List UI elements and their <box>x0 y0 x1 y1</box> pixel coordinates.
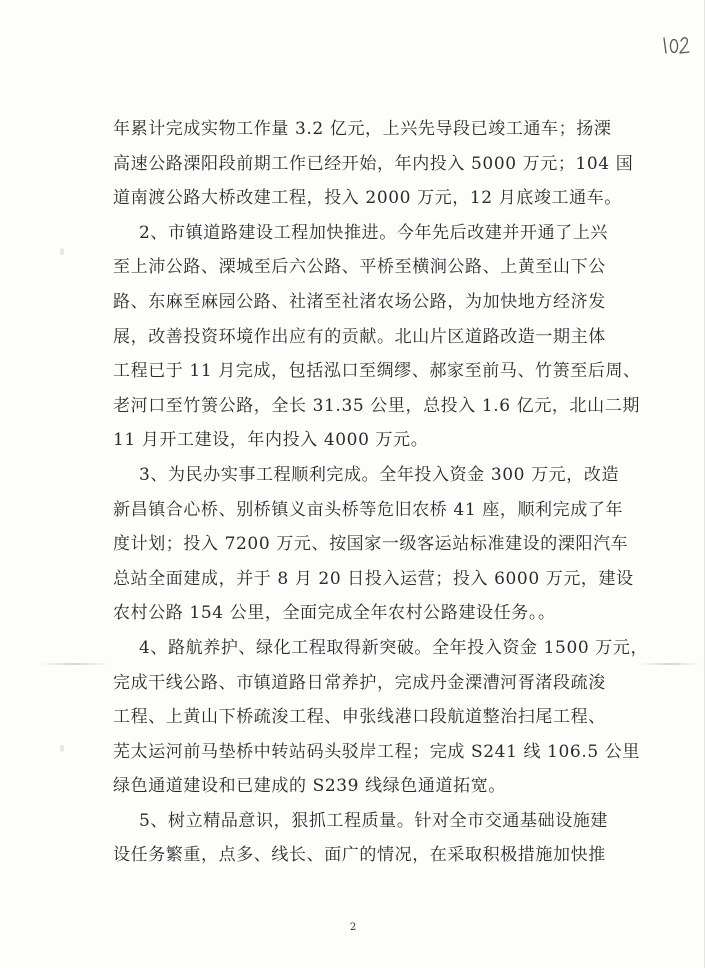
text-line: 11 月开工建设，年内投入 4000 万元。 <box>113 430 429 451</box>
text-line: 新昌镇合心桥、别桥镇义亩头桥等危旧农桥 41 座，顺利完成了年 <box>113 499 624 520</box>
text-line: 高速公路溧阳段前期工作已经开始，年内投入 5000 万元；104 国 <box>113 153 634 174</box>
text-line: 老河口至竹箦公路，全长 31.35 公里，总投入 1.6 亿元，北山二期 <box>113 395 640 416</box>
punch-hole-top <box>60 248 64 255</box>
text-line: 设任务繁重，点多、线长、面广的情况，在采取积极措施加快推 <box>113 845 606 866</box>
text-line: 道南渡公路大桥改建工程，投入 2000 万元，12 月底竣工通车。 <box>113 188 622 209</box>
punch-hole-bottom <box>60 745 64 752</box>
handwritten-page-number-signature <box>661 34 691 56</box>
text-line: 绿色通道建设和已建成的 S239 线绿色通道拓宽。 <box>113 776 506 797</box>
text-line: 至上沛公路、溧城至后六公路、平桥至横涧公路、上黄至山下公 <box>113 257 606 278</box>
text-line: 路、东麻至麻园公路、社渚至社渚农场公路，为加快地方经济发 <box>113 291 606 312</box>
text-line: 农村公路 154 公里，全面完成全年农村公路建设任务。。 <box>113 603 556 624</box>
section-heading-line: 5、树立精品意识，狠抓工程质量。针对全市交通基础设施建 <box>139 810 609 831</box>
text-line: 度计划；投入 7200 万元、按国家一级客运站标准建设的溧阳汽车 <box>113 534 629 555</box>
section-heading-line: 4、路航养护、绿化工程取得新突破。全年投入资金 1500 万元， <box>139 637 649 658</box>
text-line: 总站全面建成，并于 8 月 20 日投入运营；投入 6000 万元，建设 <box>113 568 634 589</box>
text-line: 工程、上黄山下桥疏浚工程、申张线港口段航道整治扫尾工程、 <box>113 707 606 728</box>
text-line: 芜太运河前马垫桥中转站码头驳岸工程；完成 S241 线 106.5 公里 <box>113 741 640 762</box>
body-text <box>113 112 673 873</box>
text-line: 完成干线公路、市镇道路日常养护，完成丹金溧漕河胥渚段疏浚 <box>113 672 606 693</box>
text-line: 展，改善投资环境作出应有的贡献。北山片区道路改造一期主体 <box>113 326 606 347</box>
text-line: 年累计完成实物工作量 3.2 亿元，上兴先导段已竣工通车；扬溧 <box>113 119 612 139</box>
text-line: 工程已于 11 月完成，包括泓口至绸缪、郝家至前马、竹箦至后周、 <box>113 361 641 382</box>
scan-smudge-left <box>40 663 110 665</box>
page-number: 2 <box>349 922 357 933</box>
section-heading-line: 2、市镇道路建设工程加快推进。今年先后改建并开通了上兴 <box>139 222 609 243</box>
section-heading-line: 3、为民办实事工程顺利完成。全年投入资金 300 万元，改造 <box>139 464 620 485</box>
